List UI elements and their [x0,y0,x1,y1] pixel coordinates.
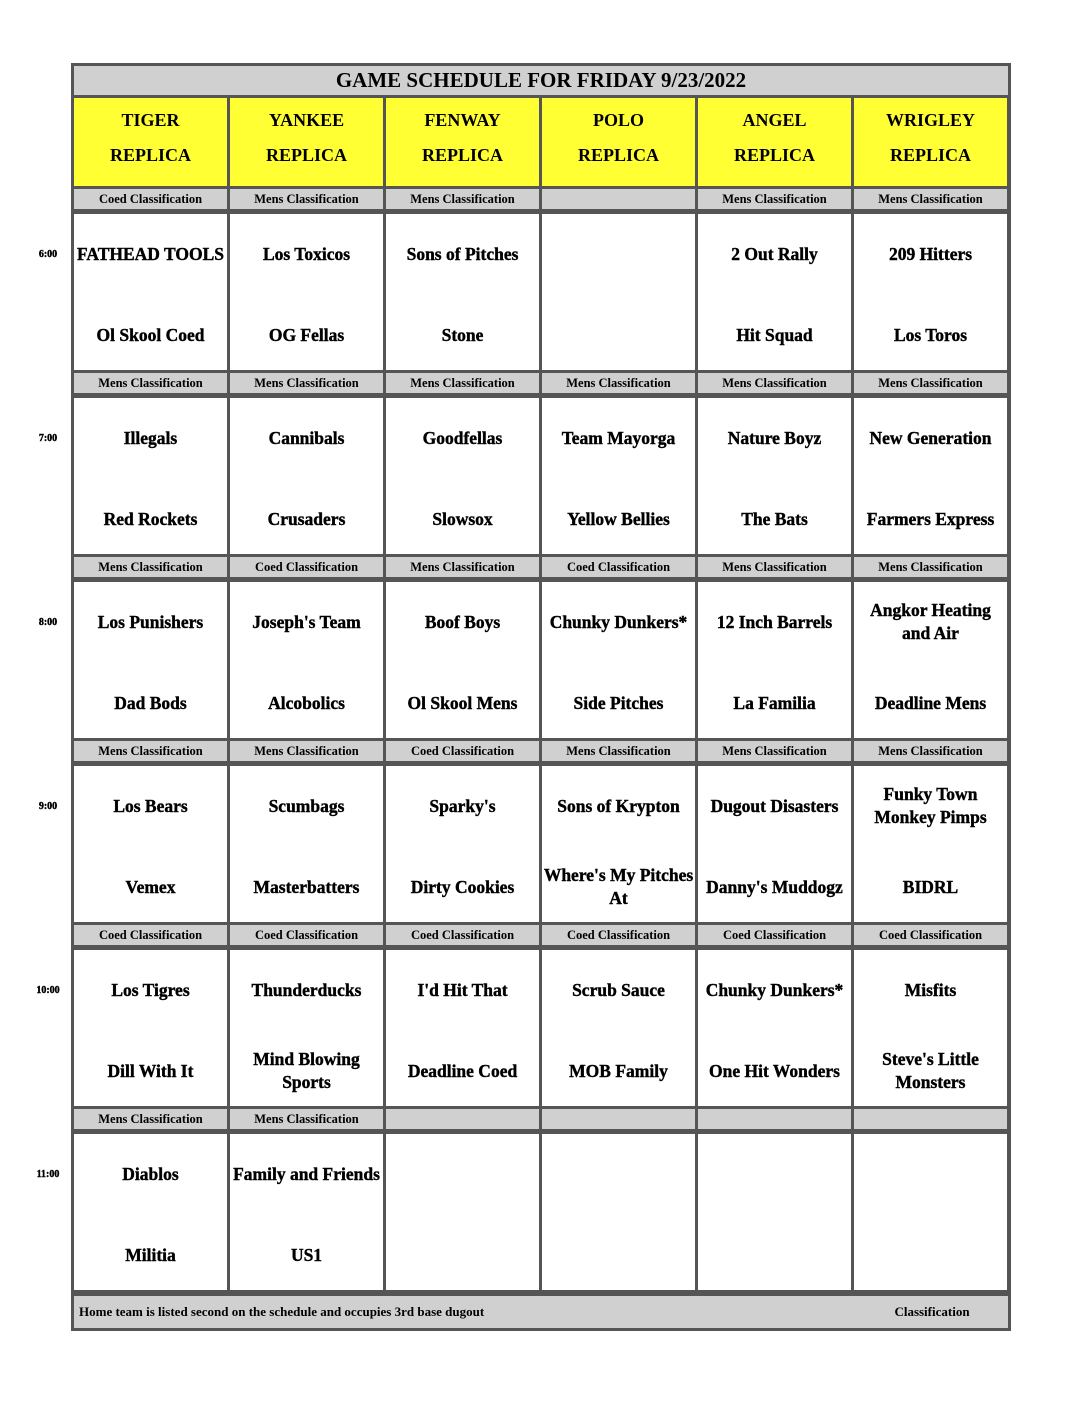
field-header [386,98,539,186]
classification-cell: Mens Classification [854,373,1007,393]
away-team: Funky Town Monkey Pimps [874,784,987,827]
classification-cell [386,1109,539,1129]
classification-cell: Mens Classification [230,1109,383,1129]
away-team: Family and Friends [233,1163,380,1184]
away-team: Scrub Sauce [572,979,665,1000]
game-cell [386,214,539,370]
away-team: Team Mayorga [561,427,676,448]
away-team: Cannibals [268,427,345,448]
game-cell [386,950,539,1106]
classification-cell: Mens Classification [74,373,227,393]
classification-cell: Coed Classification [854,925,1007,945]
away-team: Angkor Heating and Air [870,600,991,643]
classification-cell: Mens Classification [74,1109,227,1129]
home-team: US1 [290,1244,323,1265]
home-team: Alcobolics [268,692,345,713]
away-team [386,1148,539,1200]
away-team: I'd Hit That [417,979,508,1000]
home-team: Slowsox [432,508,493,529]
classification-cell: Coed Classification [698,925,851,945]
field-name: FENWAY [424,110,501,130]
game-cell [698,1134,851,1290]
field-header [230,98,383,186]
classification-cell: Mens Classification [698,741,851,761]
classification-cell: Mens Classification [74,741,227,761]
game-cell [74,214,227,370]
home-team: Ol Skool Mens [407,692,518,713]
classification-cell [698,1109,851,1129]
away-team: Chunky Dunkers* [549,611,688,632]
home-team [698,1229,851,1281]
field-name: ANGEL [742,110,807,130]
home-team: BIDRL [902,876,959,897]
classification-cell: Mens Classification [386,189,539,209]
away-team [698,1148,851,1200]
away-team: Sons of Krypton [557,795,680,816]
game-cell [386,582,539,738]
game-cell [854,950,1007,1106]
game-cell [230,1134,383,1290]
classification-cell: Coed Classification [230,925,383,945]
field-subtitle: REPLICA [577,145,659,165]
game-cell [542,766,695,922]
classification-cell [854,1109,1007,1129]
home-team: Deadline Mens [874,692,987,713]
away-team: 12 Inch Barrels [716,611,833,632]
away-team: Thunderducks [251,979,362,1000]
game-cell [386,1134,539,1290]
field-subtitle: REPLICA [421,145,503,165]
home-team: Mind Blowing Sports [253,1049,360,1092]
field-name: POLO [592,110,644,130]
classification-cell: Mens Classification [698,189,851,209]
footer-classification: Classification [894,1304,970,1319]
away-team: Goodfellas [422,427,503,448]
field-header [854,98,1007,186]
away-team: Sons of Pitches [406,243,519,264]
game-cell [74,950,227,1106]
classification-cell: Mens Classification [230,373,383,393]
home-team: Hit Squad [736,324,813,345]
home-team: Side Pitches [573,692,664,713]
away-team: 2 Out Rally [731,243,818,264]
game-cell [230,950,383,1106]
game-cell [542,398,695,554]
time-label: 8:00 [38,617,58,628]
away-team [542,228,695,280]
classification-cell [542,189,695,209]
home-team [542,1229,695,1281]
away-team: 209 Hitters [888,243,973,264]
classification-cell: Mens Classification [230,741,383,761]
home-team: Militia [125,1244,176,1265]
home-team: Dill With It [107,1060,194,1081]
game-cell [74,398,227,554]
home-team: Deadline Coed [407,1060,518,1081]
home-team: Dad Bods [114,692,187,713]
classification-cell: Mens Classification [854,557,1007,577]
away-team [542,1148,695,1200]
home-team: Red Rockets [103,508,198,529]
home-team: Stone [441,324,484,345]
home-team [542,309,695,361]
game-cell [230,766,383,922]
classification-cell: Mens Classification [698,373,851,393]
field-subtitle: REPLICA [889,145,971,165]
game-cell [854,214,1007,370]
game-cell [854,1134,1007,1290]
away-team: Los Bears [113,795,188,816]
away-team: Boof Boys [424,611,501,632]
schedule-title: GAME SCHEDULE FOR FRIDAY 9/23/2022 [74,66,1008,95]
game-cell [698,950,851,1106]
field-name: WRIGLEY [885,110,975,130]
away-team: Nature Boyz [727,427,822,448]
home-team: Danny's Muddogz [706,876,843,897]
classification-cell: Mens Classification [854,741,1007,761]
classification-cell: Coed Classification [542,925,695,945]
away-team: Sparky's [429,795,496,816]
away-team: Joseph's Team [252,611,361,632]
home-team: Dirty Cookies [410,876,515,897]
home-team: Yellow Bellies [567,508,670,529]
classification-cell: Mens Classification [386,557,539,577]
home-team: MOB Family [569,1060,668,1081]
field-header [542,98,695,186]
field-name: TIGER [121,110,180,130]
away-team: Illegals [123,427,178,448]
game-cell [74,582,227,738]
schedule-table [71,63,1011,1331]
home-team: Where's My Pitches At [543,865,694,908]
home-team [386,1229,539,1281]
game-cell [386,766,539,922]
classification-cell: Mens Classification [74,557,227,577]
game-cell [854,766,1007,922]
game-cell [74,766,227,922]
home-team: La Familia [733,692,816,713]
time-label: 6:00 [38,249,58,260]
home-team: Steve's Little Monsters [882,1049,979,1092]
field-header [74,98,227,186]
classification-cell: Mens Classification [542,741,695,761]
game-cell [698,766,851,922]
away-team: New Generation [869,427,992,448]
classification-cell [542,1109,695,1129]
home-team: Crusaders [267,508,346,529]
footer-row [74,1296,1008,1328]
away-team: Chunky Dunkers* [705,979,844,1000]
away-team [854,1148,1007,1200]
field-subtitle: REPLICA [265,145,347,165]
game-cell [542,1134,695,1290]
game-cell [74,1134,227,1290]
game-cell [230,582,383,738]
away-team: Los Toxicos [262,243,351,264]
away-team: Los Punishers [97,611,204,632]
field-subtitle: REPLICA [733,145,815,165]
game-cell [698,582,851,738]
classification-cell: Mens Classification [230,189,383,209]
home-team: Ol Skool Coed [96,324,205,345]
classification-cell: Coed Classification [74,189,227,209]
field-name: YANKEE [268,110,345,130]
game-cell [542,214,695,370]
away-team: Diablos [122,1163,179,1184]
home-team: Vemex [125,876,176,897]
classification-cell: Mens Classification [386,373,539,393]
game-cell [698,214,851,370]
classification-cell: Coed Classification [74,925,227,945]
classification-cell: Mens Classification [854,189,1007,209]
home-team: The Bats [741,508,808,529]
time-label: 10:00 [36,985,60,996]
away-team: Los Tigres [111,979,190,1000]
game-cell [230,398,383,554]
game-cell [698,398,851,554]
home-team: Farmers Express [866,508,995,529]
game-cell [854,582,1007,738]
home-team: Los Toros [893,324,968,345]
classification-cell: Coed Classification [386,925,539,945]
away-team: Scumbags [268,795,345,816]
classification-cell: Coed Classification [542,557,695,577]
field-subtitle: REPLICA [109,145,191,165]
game-cell [230,214,383,370]
home-team [854,1229,1007,1281]
away-team: FATHEAD TOOLS [76,243,224,264]
away-team: Misfits [904,979,957,1000]
footer-note: Home team is listed second on the schedule and occupies 3rd base dugout [79,1304,485,1319]
classification-cell: Mens Classification [698,557,851,577]
home-team: OG Fellas [268,324,345,345]
classification-cell: Coed Classification [230,557,383,577]
classification-cell: Coed Classification [386,741,539,761]
home-team: Masterbatters [253,876,360,897]
game-cell [542,582,695,738]
classification-cell: Mens Classification [542,373,695,393]
game-cell [854,398,1007,554]
game-cell [542,950,695,1106]
home-team: One Hit Wonders [709,1060,840,1081]
game-cell [386,398,539,554]
time-label: 11:00 [36,1169,60,1180]
time-label: 7:00 [38,433,58,444]
away-team: Dugout Disasters [710,795,839,816]
field-header [698,98,851,186]
time-label: 9:00 [38,801,58,812]
